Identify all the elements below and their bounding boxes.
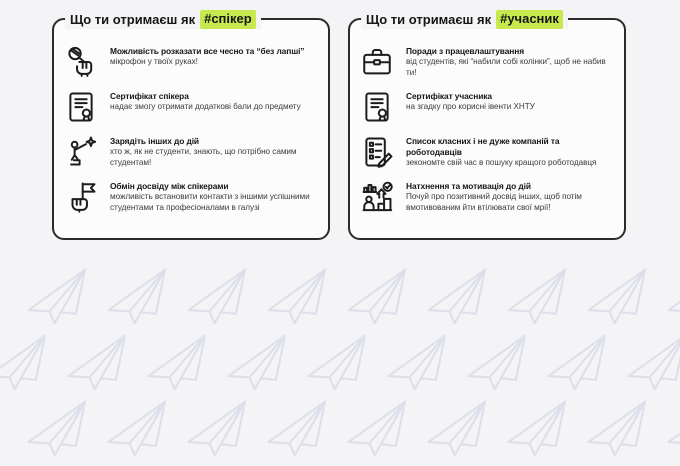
benefit-title: Обмін досвіду між спікерами bbox=[110, 181, 229, 191]
checklist-pencil-icon bbox=[358, 133, 396, 171]
paper-plane-icon bbox=[101, 399, 174, 461]
benefit-description: зекономте свій час в пошуку кращого роботодавця bbox=[406, 158, 597, 168]
paper-plane-icon bbox=[381, 333, 454, 395]
benefit-text bbox=[110, 88, 301, 113]
participant-items bbox=[350, 20, 624, 216]
person-reaching-star-icon bbox=[62, 133, 100, 171]
panel-title-text: Що ти отримаєш як bbox=[70, 11, 196, 27]
benefit-description: на згадку про корисні івенти ХНТУ bbox=[406, 102, 535, 112]
paper-plane-icon bbox=[661, 267, 680, 329]
benefit-title: Натхнення та мотивація до дій bbox=[406, 181, 531, 191]
benefit-title: Сертифікат учасника bbox=[406, 91, 492, 101]
paper-plane-icon bbox=[621, 333, 680, 395]
paper-plane-icon bbox=[101, 267, 174, 329]
benefit-item bbox=[358, 43, 614, 81]
paper-plane-icon bbox=[141, 333, 214, 395]
paper-plane-icon bbox=[0, 333, 55, 395]
growth-motivation-icon bbox=[358, 178, 396, 216]
paper-plane-icon bbox=[261, 267, 334, 329]
speaker-benefits-panel bbox=[52, 11, 330, 240]
benefit-text bbox=[406, 43, 614, 79]
benefit-description: мікрофон у твоїх руках! bbox=[110, 57, 198, 67]
paper-plane-icon bbox=[581, 267, 654, 329]
paper-plane-icon bbox=[341, 399, 414, 461]
benefit-description: хто ж, як не студенти, знають, що потрібно самим студентам! bbox=[110, 147, 297, 167]
benefit-text bbox=[406, 88, 535, 113]
benefit-item bbox=[62, 88, 318, 126]
benefit-description: від студентів, які “набили собі колінки”, щоб не набив ти! bbox=[406, 57, 606, 77]
paper-plane-icon bbox=[341, 267, 414, 329]
benefit-item bbox=[358, 133, 614, 171]
benefit-text bbox=[406, 133, 614, 169]
hashtag-speaker: #спікер bbox=[200, 10, 256, 29]
paper-plane-icon bbox=[21, 399, 94, 461]
paper-plane-icon bbox=[501, 267, 574, 329]
benefit-text bbox=[406, 178, 614, 214]
paper-plane-icon bbox=[261, 399, 334, 461]
benefit-item bbox=[358, 178, 614, 216]
microphone-in-hand-icon bbox=[62, 43, 100, 81]
paper-plane-icon bbox=[581, 399, 654, 461]
participant-benefits-panel bbox=[348, 11, 626, 240]
briefcase-icon bbox=[358, 43, 396, 81]
paper-plane-icon bbox=[21, 267, 94, 329]
benefit-title: Зарядіть інших до дій bbox=[110, 136, 199, 146]
paper-plane-icon bbox=[421, 399, 494, 461]
benefit-text bbox=[110, 43, 304, 68]
benefit-title: Список класних і не дуже компаній та роботодавців bbox=[406, 136, 560, 158]
benefit-title: Можливість розказати все чесно та “без лапші” bbox=[110, 46, 305, 56]
paper-plane-icon bbox=[501, 399, 574, 461]
panel-title-speaker bbox=[65, 10, 261, 29]
benefit-item bbox=[358, 88, 614, 126]
benefit-item bbox=[62, 133, 318, 171]
benefit-title: Поради з працевлаштування bbox=[406, 46, 524, 56]
paper-plane-icon bbox=[661, 399, 680, 461]
hand-holding-flag-icon bbox=[62, 178, 100, 216]
hashtag-participant: #учасник bbox=[496, 10, 563, 29]
benefit-description: Почуй про позитивний досвід інших, щоб потім вмотивованим йти втілювати свої мрії! bbox=[406, 192, 582, 212]
panel-title-text: Що ти отримаєш як bbox=[366, 11, 492, 27]
benefit-description: можливість встановити контакти з іншими успішними студентами та професіоналами в галузі bbox=[110, 192, 310, 212]
panel-title-participant bbox=[361, 10, 568, 29]
paper-plane-icon bbox=[461, 333, 534, 395]
paper-plane-icon bbox=[181, 267, 254, 329]
benefit-item bbox=[62, 43, 318, 81]
paper-plane-icon bbox=[221, 333, 294, 395]
paper-plane-icon bbox=[541, 333, 614, 395]
benefit-description: надає змогу отримати додаткові бали до предмету bbox=[110, 102, 301, 112]
benefit-text bbox=[110, 133, 318, 169]
benefit-text bbox=[110, 178, 318, 214]
paper-plane-icon bbox=[61, 333, 134, 395]
certificate-icon bbox=[358, 88, 396, 126]
benefit-item bbox=[62, 178, 318, 216]
paper-plane-icon bbox=[181, 399, 254, 461]
certificate-icon bbox=[62, 88, 100, 126]
paper-plane-icon bbox=[301, 333, 374, 395]
speaker-items bbox=[54, 20, 328, 216]
benefit-title: Сертифікат спікера bbox=[110, 91, 189, 101]
paper-plane-icon bbox=[421, 267, 494, 329]
